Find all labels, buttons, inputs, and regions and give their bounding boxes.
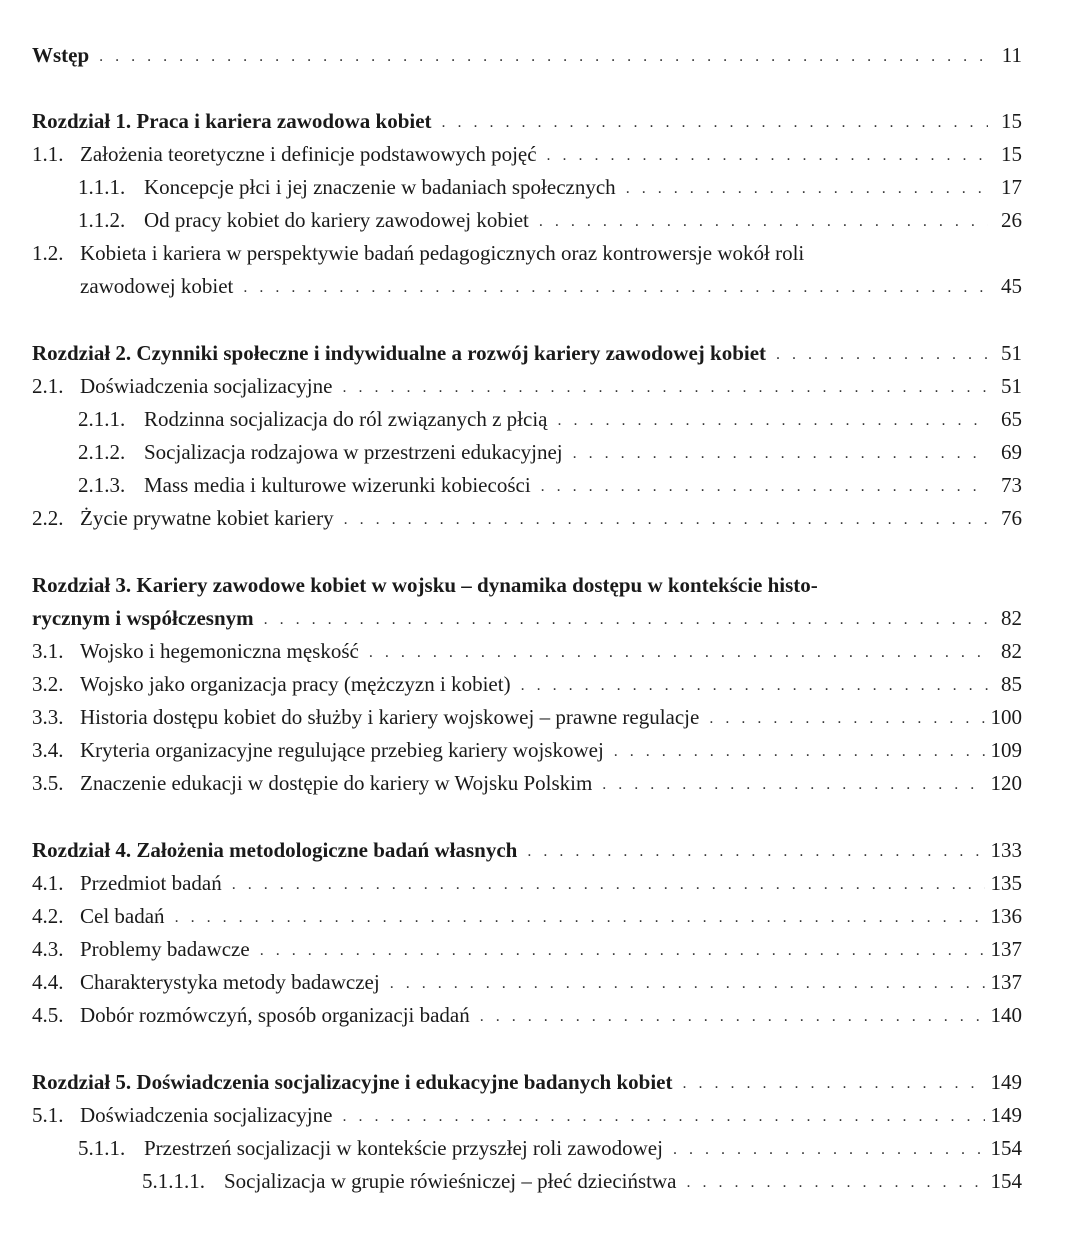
toc-section-1-2 <box>32 234 1022 266</box>
toc-entry-title: Rozdział 1. Praca i kariera zawodowa kobiet <box>32 109 432 133</box>
toc-section-4-2 <box>32 897 1022 929</box>
toc-entry-page: 109 <box>990 738 1022 762</box>
toc-leader-dots <box>614 741 985 763</box>
toc-entry-title: Rozdział 5. Doświadczenia socjalizacyjne i edukacyjne badanych kobiet <box>32 1070 673 1094</box>
toc-entry-title: Wstęp <box>32 43 90 67</box>
toc-subsubsection-5-1-1-1 <box>32 1162 1022 1194</box>
toc-section-4-3 <box>32 930 1022 962</box>
toc-entry-number: 3.2. <box>32 672 64 696</box>
toc-entry-number: 1.2. <box>32 241 64 265</box>
toc-entry-page: 140 <box>990 1003 1022 1027</box>
toc-entry-page: 82 <box>1001 606 1022 630</box>
toc-leader-dots <box>686 1172 984 1194</box>
toc-entry-page: 17 <box>1001 175 1022 199</box>
toc-entry-title: Dobór rozmówczyń, sposób organizacji badań <box>80 1003 470 1027</box>
toc-leader-dots <box>683 1073 985 1095</box>
toc-entry-title: Kobieta i kariera w perspektywie badań pedagogicznych oraz kontrowersje wokół roli <box>80 241 805 265</box>
toc-entry-title: Przestrzeń socjalizacji w kontekście przyszłej roli zawodowej <box>144 1136 663 1160</box>
toc-entry-page: 136 <box>990 904 1022 928</box>
toc-section-3-2 <box>32 665 1022 697</box>
toc-subsection-2-1-2 <box>32 433 1022 465</box>
toc-entry-page: 137 <box>990 937 1022 961</box>
toc-chapter-3-continuation <box>32 599 1022 631</box>
toc-leader-dots <box>369 642 988 664</box>
toc-entry-page: 26 <box>1001 208 1022 232</box>
toc-entry-number: 3.1. <box>32 639 64 663</box>
toc-chapter-5 <box>32 1063 1022 1095</box>
toc-section-3-3 <box>32 698 1022 730</box>
toc-leader-dots <box>260 940 985 962</box>
toc-section-3-1 <box>32 632 1022 664</box>
toc-entry-page: 120 <box>990 771 1022 795</box>
toc-subsection-2-1-1 <box>32 400 1022 432</box>
toc-leader-dots <box>626 178 988 200</box>
toc-entry-number: 2.1. <box>32 374 64 398</box>
toc-leader-dots <box>390 973 985 995</box>
toc-chapter-3 <box>32 566 1022 598</box>
toc-leader-dots <box>342 377 988 399</box>
toc-entry-page: 137 <box>990 970 1022 994</box>
toc-entry-title: Życie prywatne kobiet kariery <box>80 506 334 530</box>
toc-leader-dots <box>442 112 988 134</box>
toc-section-1-1 <box>32 135 1022 167</box>
toc-entry-page: 149 <box>990 1070 1022 1094</box>
toc-entry-page: 15 <box>1001 109 1022 133</box>
toc-leader-dots <box>243 277 988 299</box>
toc-entry-title: Rozdział 3. Kariery zawodowe kobiet w wojsku – dynamika dostępu w kontekście histo- <box>32 573 818 597</box>
toc-entry-page: 51 <box>1001 374 1022 398</box>
toc-entry-title: Znaczenie edukacji w dostępie do kariery w Wojsku Polskim <box>80 771 593 795</box>
toc-leader-dots <box>480 1006 985 1028</box>
toc-entry-title: Przedmiot badań <box>80 871 222 895</box>
toc-entry-title: Koncepcje płci i jej znaczenie w badaniach społecznych <box>144 175 616 199</box>
toc-entry-number: 2.2. <box>32 506 64 530</box>
toc-section-1-2-continuation <box>32 267 1022 299</box>
toc-entry-number: 2.1.1. <box>78 407 126 431</box>
toc-entry-number: 1.1. <box>32 142 64 166</box>
toc-chapter-1 <box>32 102 1022 134</box>
toc-leader-dots <box>232 874 985 896</box>
toc-leader-dots <box>709 708 984 730</box>
toc-entry-title: Rozdział 2. Czynniki społeczne i indywidualne a rozwój kariery zawodowej kobiet <box>32 341 767 365</box>
toc-entry-number: 1.1.2. <box>78 208 126 232</box>
toc-entry-title: Rodzinna socjalizacja do ról związanych z płcią <box>144 407 548 431</box>
toc-entry-page: 65 <box>1001 407 1022 431</box>
toc-leader-dots <box>99 46 988 68</box>
toc-section-2-1 <box>32 367 1022 399</box>
toc-entry-title: Wojsko i hegemoniczna męskość <box>80 639 359 663</box>
toc-entry-title: Historia dostępu kobiet do służby i kariery wojskowej – prawne regulacje <box>80 705 700 729</box>
toc-section-4-1 <box>32 864 1022 896</box>
toc-leader-dots <box>541 476 988 498</box>
toc-entry-title: zawodowej kobiet <box>80 274 234 298</box>
toc-entry-number: 5.1.1.1. <box>142 1169 205 1193</box>
toc-entry-number: 5.1. <box>32 1103 64 1127</box>
toc-leader-dots <box>539 211 988 233</box>
toc-entry-number: 3.5. <box>32 771 64 795</box>
toc-entry-page: 85 <box>1001 672 1022 696</box>
toc-chapter-2 <box>32 334 1022 366</box>
toc-entry-number: 4.1. <box>32 871 64 895</box>
toc-entry-page: 82 <box>1001 639 1022 663</box>
toc-entry-title: Mass media i kulturowe wizerunki kobiecości <box>144 473 531 497</box>
toc-entry-page: 154 <box>990 1136 1022 1160</box>
toc-entry-page: 11 <box>1001 43 1022 67</box>
toc-entry-number: 1.1.1. <box>78 175 126 199</box>
toc-entry-title: Rozdział 4. Założenia metodologiczne badań własnych <box>32 838 518 862</box>
toc-leader-dots <box>602 774 984 796</box>
toc-entry-number: 4.5. <box>32 1003 64 1027</box>
toc-entry-page: 15 <box>1001 142 1022 166</box>
toc-entry-number: 4.3. <box>32 937 64 961</box>
toc-entry-title: Socjalizacja w grupie rówieśniczej – płeć dzieciństwa <box>224 1169 677 1193</box>
toc-section-5-1 <box>32 1096 1022 1128</box>
toc-leader-dots <box>573 443 988 465</box>
toc-leader-dots <box>521 675 988 697</box>
toc-subsection-2-1-3 <box>32 466 1022 498</box>
toc-entry-page: 51 <box>1001 341 1022 365</box>
toc-entry-title: Socjalizacja rodzajowa w przestrzeni edukacyjnej <box>144 440 563 464</box>
toc-entry-number: 2.1.2. <box>78 440 126 464</box>
toc-entry-number: 3.4. <box>32 738 64 762</box>
toc-entry-number: 5.1.1. <box>78 1136 126 1160</box>
toc-entry-page: 76 <box>1001 506 1022 530</box>
toc-entry-number: 4.2. <box>32 904 64 928</box>
toc-leader-dots <box>175 907 985 929</box>
toc-entry-title: Założenia teoretyczne i definicje podstawowych pojęć <box>80 142 537 166</box>
toc-entry-page: 133 <box>990 838 1022 862</box>
toc-entry-title: Wojsko jako organizacja pracy (mężczyzn i kobiet) <box>80 672 511 696</box>
toc-leader-dots <box>264 609 988 631</box>
toc-leader-dots <box>344 509 988 531</box>
toc-entry-page: 100 <box>990 705 1022 729</box>
toc-subsection-1-1-2 <box>32 201 1022 233</box>
toc-entry-page: 149 <box>990 1103 1022 1127</box>
toc-entry-title: Kryteria organizacyjne regulujące przebieg kariery wojskowej <box>80 738 604 762</box>
toc-entry-number: 4.4. <box>32 970 64 994</box>
toc-leader-dots <box>673 1139 985 1161</box>
toc-section-3-5 <box>32 764 1022 796</box>
toc-entry-title: Charakterystyka metody badawczej <box>80 970 380 994</box>
toc-entry-page: 73 <box>1001 473 1022 497</box>
toc-section-2-2 <box>32 499 1022 531</box>
toc-subsection-5-1-1 <box>32 1129 1022 1161</box>
toc-leader-dots <box>547 145 988 167</box>
toc-leader-dots <box>776 344 988 366</box>
toc-section-3-4 <box>32 731 1022 763</box>
toc-entry-page: 135 <box>990 871 1022 895</box>
toc-subsection-1-1-1 <box>32 168 1022 200</box>
toc-entry-title: Problemy badawcze <box>80 937 250 961</box>
toc-leader-dots <box>527 841 984 863</box>
toc-entry-title: Cel badań <box>80 904 165 928</box>
toc-leader-dots <box>557 410 988 432</box>
toc-entry-title: Doświadczenia socjalizacyjne <box>80 374 333 398</box>
toc-entry-wstep <box>32 36 1022 68</box>
toc-entry-title: Od pracy kobiet do kariery zawodowej kobiet <box>144 208 529 232</box>
toc-chapter-4 <box>32 831 1022 863</box>
toc-entry-number: 2.1.3. <box>78 473 126 497</box>
toc-entry-number: 3.3. <box>32 705 64 729</box>
toc-leader-dots <box>342 1106 984 1128</box>
toc-entry-page: 154 <box>990 1169 1022 1193</box>
toc-section-4-4 <box>32 963 1022 995</box>
toc-entry-page: 45 <box>1001 274 1022 298</box>
toc-section-4-5 <box>32 996 1022 1028</box>
toc-entry-title: rycznym i współczesnym <box>32 606 254 630</box>
toc-entry-title: Doświadczenia socjalizacyjne <box>80 1103 333 1127</box>
toc-entry-page: 69 <box>1001 440 1022 464</box>
